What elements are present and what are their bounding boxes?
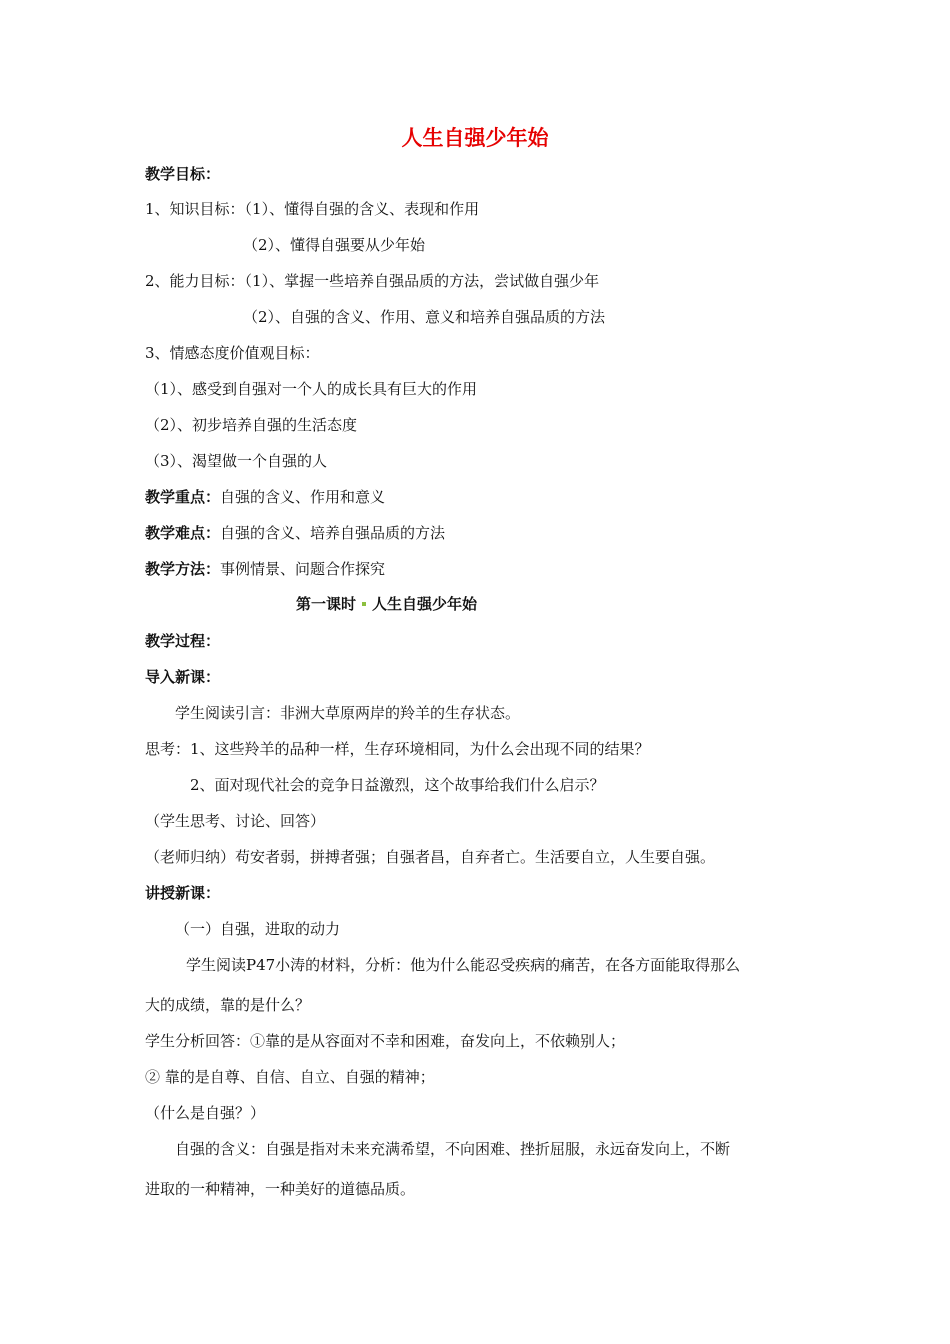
knowledge-goal-2: （2）、懂得自强要从少年始 (243, 236, 426, 254)
ability-goal-1: 2、能力目标：（1）、掌握一些培养自强品质的方法，尝试做自强少年 (145, 272, 600, 290)
question-what-is-self-strength: （什么是自强？） (145, 1104, 266, 1122)
lesson-heading (296, 594, 477, 614)
section-one-title: （一）自强，进取的动力 (175, 920, 341, 938)
difficult-point-line (145, 523, 445, 543)
teacher-summary: （老师归纳）苟安者弱，拼搏者强；自强者昌，自弃者亡。生活要自立，人生要自强。 (145, 848, 716, 866)
process-heading: 教学过程： (145, 632, 221, 650)
method-text: 事例情景、问题合作探究 (220, 560, 386, 578)
student-answer-1: 学生分析回答：①靠的是从容面对不幸和困难，奋发向上，不依赖别人； (145, 1032, 626, 1050)
student-activity: （学生思考、讨论、回答） (145, 812, 326, 830)
bullet-dot-icon (362, 602, 366, 606)
emotion-goal-2: （2）、初步培养自强的生活态度 (145, 416, 358, 434)
knowledge-goal-1: 1、知识目标：（1）、懂得自强的含义、表现和作用 (145, 200, 480, 218)
lesson-number: 第一课时 (296, 595, 357, 613)
lesson-title: 人生自强少年始 (372, 595, 478, 613)
difficult-point-label: 教学难点： (145, 524, 221, 542)
emotion-goal-heading: 3、情感态度价值观目标： (145, 344, 320, 362)
think-question-2: 2、面对现代社会的竞争日益激烈，这个故事给我们什么启示？ (190, 776, 605, 794)
think-question-1: 思考：1、这些羚羊的品种一样，生存环境相同，为什么会出现不同的结果？ (145, 740, 650, 758)
emotion-goal-3: （3）、渴望做一个自强的人 (145, 452, 328, 470)
key-point-text: 自强的含义、作用和意义 (220, 488, 386, 506)
student-answer-2: ② 靠的是自尊、自信、自立、自强的精神； (145, 1068, 435, 1086)
definition-line-1: 自强的含义：自强是指对未来充满希望，不向困难、挫折屈服，永远奋发向上，不断 (175, 1140, 731, 1158)
definition-line-2: 进取的一种精神，一种美好的道德品质。 (145, 1180, 416, 1198)
intro-heading: 导入新课： (145, 668, 221, 686)
intro-paragraph: 学生阅读引言：非洲大草原两岸的羚羊的生存状态。 (175, 704, 521, 722)
key-point-label: 教学重点： (145, 488, 221, 506)
ability-goal-2: （2）、自强的含义、作用、意义和培养自强品质的方法 (243, 308, 606, 326)
document-title: 人生自强少年始 (401, 126, 549, 150)
method-label: 教学方法： (145, 560, 221, 578)
objectives-heading: 教学目标： (145, 165, 221, 183)
method-line (145, 559, 385, 579)
difficult-point-text: 自强的含义、培养自强品质的方法 (220, 524, 446, 542)
reading-task-line-2: 大的成绩，靠的是什么？ (145, 996, 311, 1014)
emotion-goal-1: （1）、感受到自强对一个人的成长具有巨大的作用 (145, 380, 478, 398)
key-point-line (145, 487, 385, 507)
teach-heading: 讲授新课： (145, 884, 221, 902)
reading-task-line-1: 学生阅读P47小涛的材料，分析：他为什么能忍受疾病的痛苦，在各方面能取得那么 (186, 956, 741, 974)
